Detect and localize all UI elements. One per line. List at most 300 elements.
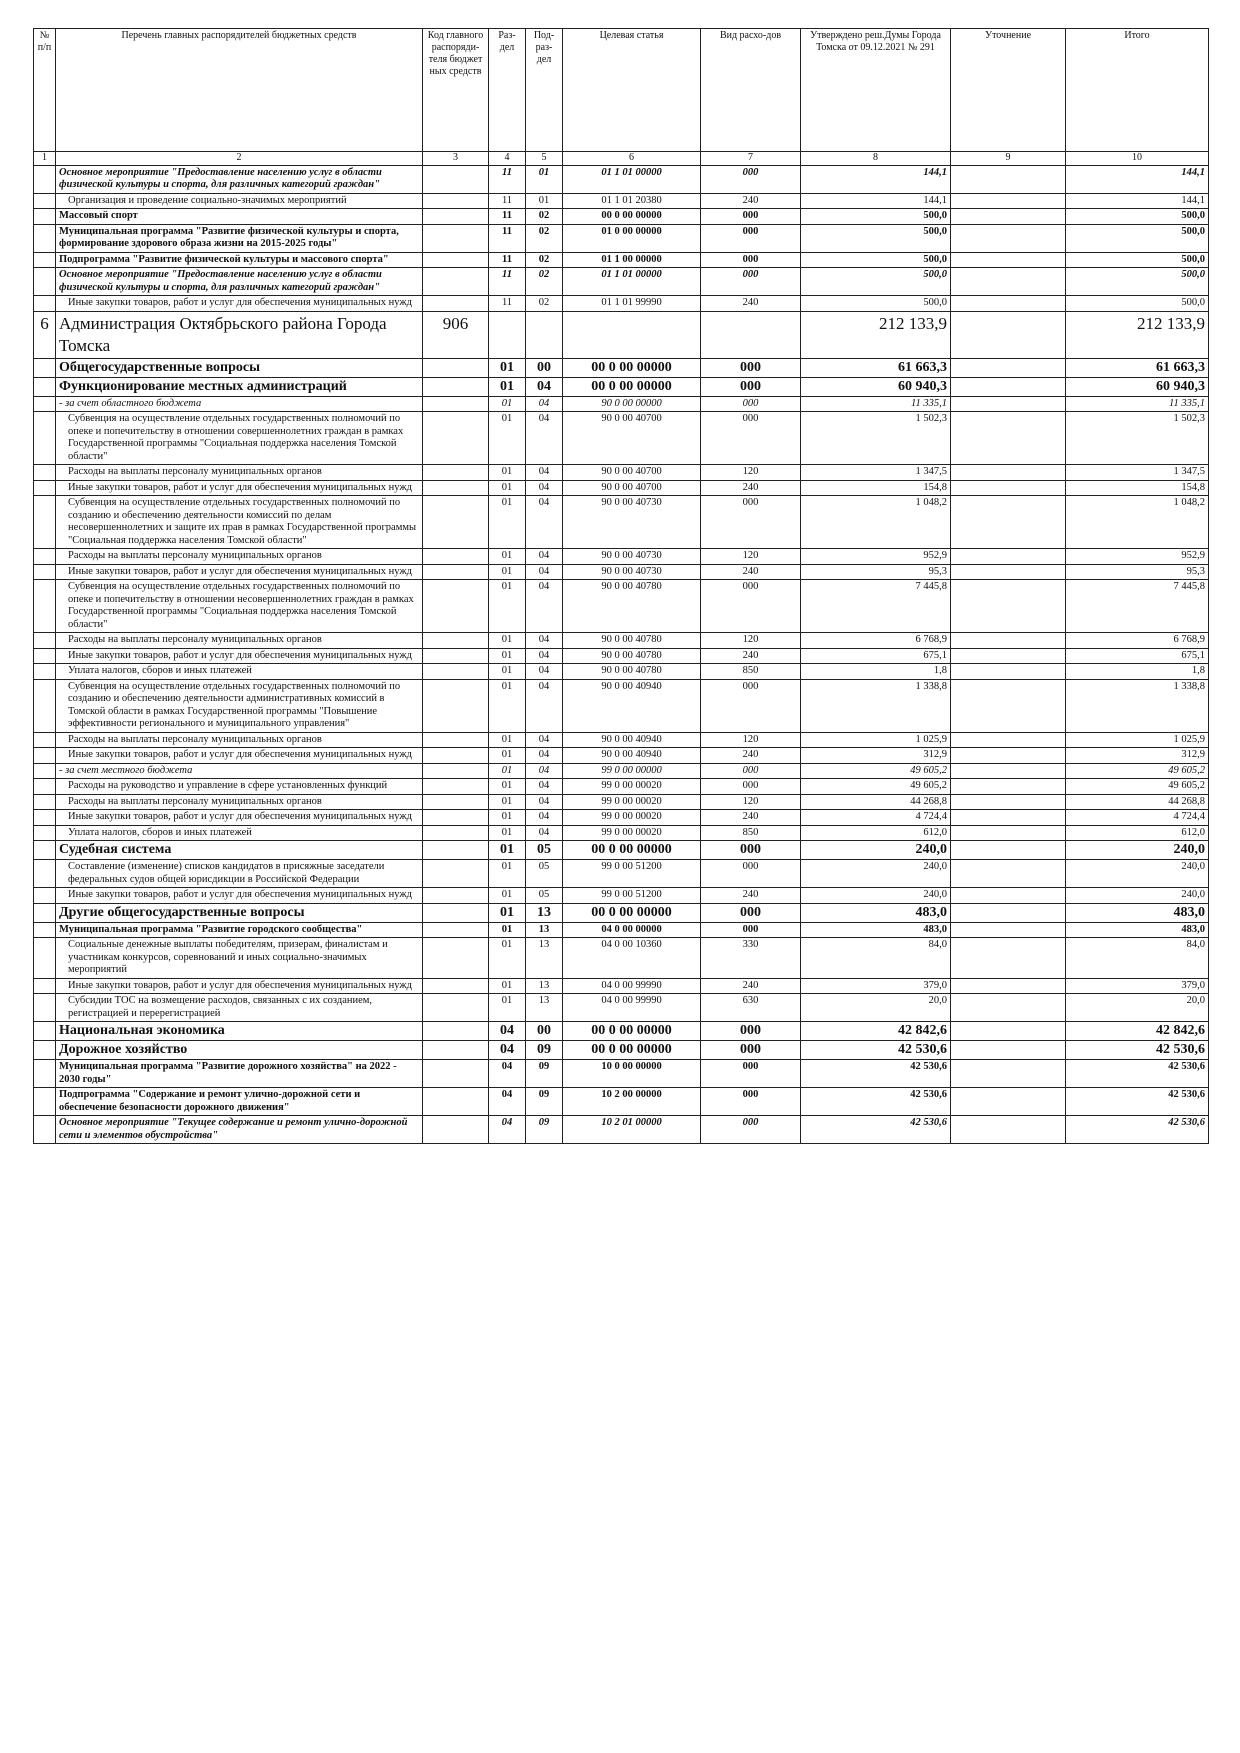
header-code: Код главного распоряди-теля бюджет ных средств: [423, 29, 489, 152]
row-name: Подпрограмма "Развитие физической культуры и массового спорта": [56, 252, 423, 268]
row-total: 1 338,8: [1066, 679, 1209, 732]
row-target-article: 90 0 00 40940: [563, 679, 701, 732]
row-section: 01: [489, 480, 526, 496]
row-adjustment: [951, 633, 1066, 649]
row-name: Общегосударственные вопросы: [56, 358, 423, 377]
row-total: 49 605,2: [1066, 779, 1209, 795]
row-total: 500,0: [1066, 224, 1209, 252]
row-number: [34, 564, 56, 580]
row-approved: 144,1: [801, 165, 951, 193]
column-number-row: [34, 152, 1209, 166]
row-section: [489, 311, 526, 358]
row-target-article: 01 1 01 20380: [563, 193, 701, 209]
row-subsection: 04: [526, 549, 563, 565]
row-code: [423, 209, 489, 225]
row-expense-type: 000: [701, 580, 801, 633]
row-target-article: 90 0 00 40940: [563, 748, 701, 764]
row-subsection: 04: [526, 679, 563, 732]
row-expense-type: 000: [701, 252, 801, 268]
row-total: 612,0: [1066, 825, 1209, 841]
row-total: 42 530,6: [1066, 1060, 1209, 1088]
row-subsection: 05: [526, 888, 563, 904]
row-approved: 61 663,3: [801, 358, 951, 377]
row-expense-type: 120: [701, 465, 801, 481]
row-subsection: 04: [526, 664, 563, 680]
header-number: № п/п: [34, 29, 56, 152]
row-subsection: 02: [526, 268, 563, 296]
row-number: [34, 252, 56, 268]
row-name: Расходы на выплаты персоналу муниципальных органов: [56, 465, 423, 481]
row-number: [34, 465, 56, 481]
row-adjustment: [951, 193, 1066, 209]
row-code: [423, 938, 489, 979]
row-adjustment: [951, 296, 1066, 312]
table-row: [34, 922, 1209, 938]
row-subsection: 04: [526, 779, 563, 795]
row-code: 906: [423, 311, 489, 358]
row-number: [34, 794, 56, 810]
table-row: [34, 209, 1209, 225]
row-approved: 500,0: [801, 252, 951, 268]
row-target-article: 99 0 00 00020: [563, 779, 701, 795]
row-subsection: 13: [526, 922, 563, 938]
row-code: [423, 412, 489, 465]
row-code: [423, 1060, 489, 1088]
row-adjustment: [951, 1060, 1066, 1088]
row-name: Расходы на выплаты персоналу муниципальных органов: [56, 633, 423, 649]
header-total: Итого: [1066, 29, 1209, 152]
row-section: 01: [489, 580, 526, 633]
row-name: Судебная система: [56, 841, 423, 860]
row-code: [423, 396, 489, 412]
row-section: 01: [489, 496, 526, 549]
row-section: 04: [489, 1060, 526, 1088]
row-section: 11: [489, 296, 526, 312]
row-number: [34, 377, 56, 396]
row-section: 01: [489, 994, 526, 1022]
row-subsection: 09: [526, 1116, 563, 1144]
row-section: 11: [489, 193, 526, 209]
row-adjustment: [951, 1041, 1066, 1060]
row-adjustment: [951, 465, 1066, 481]
row-subsection: 13: [526, 978, 563, 994]
row-expense-type: 000: [701, 860, 801, 888]
table-row: [34, 1088, 1209, 1116]
row-number: [34, 268, 56, 296]
header-section: Раз-дел: [489, 29, 526, 152]
row-subsection: [526, 311, 563, 358]
row-code: [423, 779, 489, 795]
row-expense-type: 120: [701, 732, 801, 748]
row-target-article: 00 0 00 00000: [563, 377, 701, 396]
row-number: [34, 165, 56, 193]
row-number: [34, 358, 56, 377]
row-code: [423, 860, 489, 888]
row-expense-type: 850: [701, 825, 801, 841]
table-row: [34, 465, 1209, 481]
row-expense-type: 000: [701, 679, 801, 732]
row-code: [423, 465, 489, 481]
row-section: 01: [489, 825, 526, 841]
row-number: [34, 1041, 56, 1060]
row-subsection: 01: [526, 165, 563, 193]
row-expense-type: 000: [701, 1022, 801, 1041]
row-code: [423, 748, 489, 764]
row-section: 04: [489, 1088, 526, 1116]
header-subsection: Под-раз-дел: [526, 29, 563, 152]
row-expense-type: 000: [701, 922, 801, 938]
row-section: 01: [489, 564, 526, 580]
row-target-article: 01 1 01 00000: [563, 268, 701, 296]
row-name: Составление (изменение) списков кандидатов в присяжные заседатели федеральных судов общей юрисдикции в Российской Федерации: [56, 860, 423, 888]
row-name: Расходы на руководство и управление в сфере установленных функций: [56, 779, 423, 795]
row-target-article: 90 0 00 40730: [563, 496, 701, 549]
row-target-article: 99 0 00 00020: [563, 794, 701, 810]
row-target-article: 90 0 00 40780: [563, 580, 701, 633]
row-total: 154,8: [1066, 480, 1209, 496]
column-number: 2: [56, 152, 423, 166]
table-row: [34, 938, 1209, 979]
table-row: [34, 396, 1209, 412]
row-section: 11: [489, 252, 526, 268]
row-code: [423, 165, 489, 193]
row-name: Субсидии ТОС на возмещение расходов, связанных с их созданием, регистрацией и перерегистрацией: [56, 994, 423, 1022]
row-approved: 952,9: [801, 549, 951, 565]
row-target-article: 00 0 00 00000: [563, 1022, 701, 1041]
row-expense-type: 120: [701, 633, 801, 649]
row-expense-type: 000: [701, 268, 801, 296]
row-approved: 212 133,9: [801, 311, 951, 358]
row-section: 11: [489, 268, 526, 296]
header-recipients: Перечень главных распорядителей бюджетных средств: [56, 29, 423, 152]
row-total: 49 605,2: [1066, 763, 1209, 779]
row-code: [423, 825, 489, 841]
row-approved: 84,0: [801, 938, 951, 979]
row-code: [423, 732, 489, 748]
row-number: [34, 1088, 56, 1116]
row-target-article: 90 0 00 40780: [563, 664, 701, 680]
column-number: 7: [701, 152, 801, 166]
row-approved: 42 842,6: [801, 1022, 951, 1041]
row-subsection: 04: [526, 412, 563, 465]
row-number: [34, 648, 56, 664]
row-total: 1 502,3: [1066, 412, 1209, 465]
row-number: [34, 810, 56, 826]
row-total: 44 268,8: [1066, 794, 1209, 810]
row-section: 11: [489, 224, 526, 252]
row-target-article: 01 1 01 99990: [563, 296, 701, 312]
row-number: [34, 664, 56, 680]
row-number: [34, 888, 56, 904]
table-row: [34, 903, 1209, 922]
row-name: Иные закупки товаров, работ и услуг для обеспечения муниципальных нужд: [56, 748, 423, 764]
row-expense-type: 240: [701, 978, 801, 994]
row-expense-type: 000: [701, 224, 801, 252]
column-number: 3: [423, 152, 489, 166]
row-adjustment: [951, 732, 1066, 748]
row-approved: 500,0: [801, 224, 951, 252]
row-name: Основное мероприятие "Предоставление населению услуг в области физической культуры и спорта, для различных категорий граждан": [56, 165, 423, 193]
row-subsection: 13: [526, 903, 563, 922]
row-number: [34, 841, 56, 860]
header-adjustment: Уточнение: [951, 29, 1066, 152]
row-name: Другие общегосударственные вопросы: [56, 903, 423, 922]
row-number: [34, 480, 56, 496]
table-row: [34, 779, 1209, 795]
row-approved: 11 335,1: [801, 396, 951, 412]
row-expense-type: 240: [701, 648, 801, 664]
table-row: [34, 412, 1209, 465]
row-total: 240,0: [1066, 860, 1209, 888]
header-expense-type: Вид расхо-дов: [701, 29, 801, 152]
row-number: [34, 779, 56, 795]
row-total: 952,9: [1066, 549, 1209, 565]
table-row: [34, 994, 1209, 1022]
row-section: 11: [489, 165, 526, 193]
row-name: - за счет областного бюджета: [56, 396, 423, 412]
row-approved: 7 445,8: [801, 580, 951, 633]
row-total: 500,0: [1066, 252, 1209, 268]
row-name: Иные закупки товаров, работ и услуг для обеспечения муниципальных нужд: [56, 564, 423, 580]
row-number: [34, 748, 56, 764]
row-code: [423, 679, 489, 732]
table-row: [34, 193, 1209, 209]
table-row: [34, 496, 1209, 549]
row-approved: 483,0: [801, 903, 951, 922]
row-name: Иные закупки товаров, работ и услуг для обеспечения муниципальных нужд: [56, 296, 423, 312]
row-section: 01: [489, 679, 526, 732]
table-row: [34, 648, 1209, 664]
row-section: 01: [489, 549, 526, 565]
row-adjustment: [951, 841, 1066, 860]
row-section: 01: [489, 903, 526, 922]
table-row: [34, 810, 1209, 826]
row-expense-type: 240: [701, 810, 801, 826]
row-approved: 44 268,8: [801, 794, 951, 810]
row-subsection: 04: [526, 794, 563, 810]
row-code: [423, 1116, 489, 1144]
table-row: [34, 679, 1209, 732]
row-name: Субвенция на осуществление отдельных государственных полномочий по созданию и обеспечению деятельности комиссий по делам несовершеннолетних и защите их прав в рамках Государственной программы "Социальная поддержка населения Томской области": [56, 496, 423, 549]
row-target-article: 00 0 00 00000: [563, 1041, 701, 1060]
row-number: [34, 922, 56, 938]
row-adjustment: [951, 994, 1066, 1022]
table-row: [34, 841, 1209, 860]
row-name: Дорожное хозяйство: [56, 1041, 423, 1060]
row-target-article: 90 0 00 40700: [563, 480, 701, 496]
table-row: [34, 664, 1209, 680]
row-approved: 312,9: [801, 748, 951, 764]
row-code: [423, 224, 489, 252]
row-expense-type: 000: [701, 496, 801, 549]
row-adjustment: [951, 396, 1066, 412]
row-approved: 1 347,5: [801, 465, 951, 481]
row-section: 01: [489, 763, 526, 779]
row-total: 240,0: [1066, 841, 1209, 860]
row-name: Иные закупки товаров, работ и услуг для обеспечения муниципальных нужд: [56, 648, 423, 664]
row-approved: 20,0: [801, 994, 951, 1022]
row-name: Организация и проведение социально-значимых мероприятий: [56, 193, 423, 209]
row-expense-type: 240: [701, 480, 801, 496]
row-approved: 154,8: [801, 480, 951, 496]
budget-table: [33, 28, 1209, 1144]
row-code: [423, 994, 489, 1022]
row-total: 42 530,6: [1066, 1088, 1209, 1116]
row-number: [34, 860, 56, 888]
table-row: [34, 580, 1209, 633]
column-number: 1: [34, 152, 56, 166]
column-number: 6: [563, 152, 701, 166]
row-adjustment: [951, 311, 1066, 358]
table-row: [34, 888, 1209, 904]
row-code: [423, 496, 489, 549]
row-number: [34, 679, 56, 732]
row-section: 01: [489, 779, 526, 795]
row-approved: 1 025,9: [801, 732, 951, 748]
row-number: 6: [34, 311, 56, 358]
row-adjustment: [951, 903, 1066, 922]
row-number: [34, 209, 56, 225]
row-section: 01: [489, 978, 526, 994]
row-approved: 379,0: [801, 978, 951, 994]
row-subsection: 04: [526, 648, 563, 664]
row-section: 01: [489, 938, 526, 979]
row-code: [423, 564, 489, 580]
row-approved: 42 530,6: [801, 1116, 951, 1144]
row-adjustment: [951, 252, 1066, 268]
row-expense-type: 000: [701, 412, 801, 465]
row-name: Субвенция на осуществление отдельных государственных полномочий по опеке и попечительству в отношении совершеннолетних граждан в рамках Государственной программы "Социальная поддержка населения Томской области": [56, 412, 423, 465]
row-name: Субвенция на осуществление отдельных государственных полномочий по созданию и обеспечению деятельности административных комиссий в Томской области в рамках Государственной программы "Повышение эффективности регионального и муниципального управления": [56, 679, 423, 732]
row-target-article: 10 2 01 00000: [563, 1116, 701, 1144]
row-target-article: 99 0 00 51200: [563, 888, 701, 904]
row-subsection: 02: [526, 224, 563, 252]
row-total: 500,0: [1066, 209, 1209, 225]
row-expense-type: 000: [701, 1060, 801, 1088]
row-target-article: 00 0 00 00000: [563, 841, 701, 860]
row-target-article: 99 0 00 00020: [563, 810, 701, 826]
row-subsection: 09: [526, 1088, 563, 1116]
row-target-article: 01 1 00 00000: [563, 252, 701, 268]
row-approved: 49 605,2: [801, 779, 951, 795]
row-target-article: 99 0 00 00020: [563, 825, 701, 841]
row-subsection: 02: [526, 209, 563, 225]
table-body: [34, 165, 1209, 1144]
row-target-article: 00 0 00 00000: [563, 903, 701, 922]
row-code: [423, 377, 489, 396]
table-row: [34, 1060, 1209, 1088]
row-approved: 6 768,9: [801, 633, 951, 649]
row-approved: 95,3: [801, 564, 951, 580]
header-row: [34, 29, 1209, 152]
row-adjustment: [951, 779, 1066, 795]
row-target-article: [563, 311, 701, 358]
row-section: 01: [489, 396, 526, 412]
row-expense-type: 330: [701, 938, 801, 979]
row-code: [423, 648, 489, 664]
table-row: [34, 633, 1209, 649]
table-row: [34, 825, 1209, 841]
row-name: Иные закупки товаров, работ и услуг для обеспечения муниципальных нужд: [56, 978, 423, 994]
column-number: 4: [489, 152, 526, 166]
row-total: 60 940,3: [1066, 377, 1209, 396]
row-subsection: 09: [526, 1060, 563, 1088]
row-adjustment: [951, 679, 1066, 732]
row-expense-type: 000: [701, 763, 801, 779]
row-number: [34, 224, 56, 252]
row-adjustment: [951, 564, 1066, 580]
row-name: Функционирование местных администраций: [56, 377, 423, 396]
row-adjustment: [951, 412, 1066, 465]
row-number: [34, 763, 56, 779]
row-name: Массовый спорт: [56, 209, 423, 225]
row-subsection: 04: [526, 633, 563, 649]
row-expense-type: 000: [701, 209, 801, 225]
row-total: 1 025,9: [1066, 732, 1209, 748]
column-number: 5: [526, 152, 563, 166]
row-section: 11: [489, 209, 526, 225]
row-section: 04: [489, 1022, 526, 1041]
row-target-article: 90 0 00 00000: [563, 396, 701, 412]
row-name: Расходы на выплаты персоналу муниципальных органов: [56, 794, 423, 810]
table-row: [34, 224, 1209, 252]
row-approved: 500,0: [801, 296, 951, 312]
row-name: Национальная экономика: [56, 1022, 423, 1041]
row-approved: 42 530,6: [801, 1088, 951, 1116]
row-code: [423, 1022, 489, 1041]
row-target-article: 90 0 00 40700: [563, 412, 701, 465]
row-number: [34, 994, 56, 1022]
row-name: - за счет местного бюджета: [56, 763, 423, 779]
row-approved: 1 338,8: [801, 679, 951, 732]
row-adjustment: [951, 496, 1066, 549]
row-total: 20,0: [1066, 994, 1209, 1022]
row-approved: 240,0: [801, 888, 951, 904]
row-code: [423, 888, 489, 904]
header-approved: Утверждено реш.Думы Города Томска от 09.12.2021 № 291: [801, 29, 951, 152]
row-subsection: 04: [526, 763, 563, 779]
row-adjustment: [951, 268, 1066, 296]
row-expense-type: 000: [701, 1041, 801, 1060]
row-subsection: 04: [526, 480, 563, 496]
row-subsection: 04: [526, 465, 563, 481]
row-number: [34, 396, 56, 412]
row-target-article: 00 0 00 00000: [563, 209, 701, 225]
row-expense-type: [701, 311, 801, 358]
row-approved: 60 940,3: [801, 377, 951, 396]
row-number: [34, 412, 56, 465]
table-row: [34, 564, 1209, 580]
row-expense-type: 000: [701, 396, 801, 412]
row-adjustment: [951, 1088, 1066, 1116]
row-section: 04: [489, 1041, 526, 1060]
row-approved: 1,8: [801, 664, 951, 680]
row-code: [423, 903, 489, 922]
row-target-article: 90 0 00 40730: [563, 549, 701, 565]
row-number: [34, 496, 56, 549]
row-adjustment: [951, 794, 1066, 810]
row-number: [34, 1060, 56, 1088]
row-subsection: 04: [526, 564, 563, 580]
row-total: 42 530,6: [1066, 1116, 1209, 1144]
row-adjustment: [951, 224, 1066, 252]
row-total: 483,0: [1066, 922, 1209, 938]
row-approved: 49 605,2: [801, 763, 951, 779]
row-total: 312,9: [1066, 748, 1209, 764]
table-row: [34, 794, 1209, 810]
row-subsection: 02: [526, 296, 563, 312]
row-subsection: 13: [526, 994, 563, 1022]
